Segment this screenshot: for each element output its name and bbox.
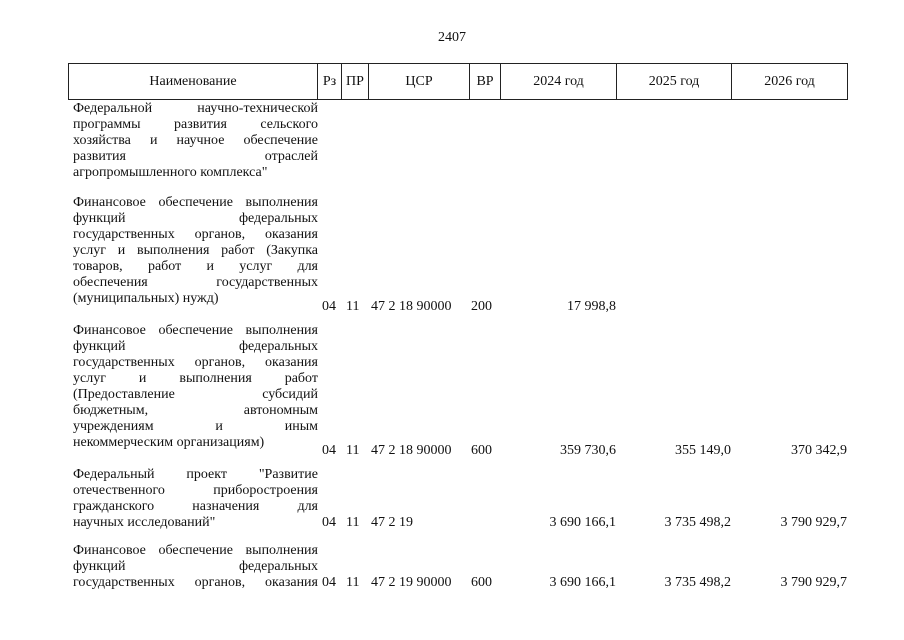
header-2026: 2026 год: [731, 63, 848, 100]
row-0-name-line: хозяйства и научное обеспечение: [73, 133, 318, 148]
row-2-name-line: (Предоставление субсидий: [73, 387, 318, 402]
header-2025: 2025 год: [616, 63, 732, 100]
row-2-2025: 355 149,0: [675, 443, 731, 458]
row-1-rz: 04: [322, 299, 336, 314]
row-2-name-line: бюджетным, автономным: [73, 403, 318, 418]
row-2-name-line: учреждениям и иным: [73, 419, 318, 434]
row-1-name-line: государственных органов, оказания: [73, 227, 318, 242]
row-2-vr: 600: [471, 443, 492, 458]
row-1-vr: 200: [471, 299, 492, 314]
row-4-csr: 47 2 19 90000: [371, 575, 452, 590]
row-0-name: [73, 101, 318, 181]
row-4-name-line: государственных органов, оказания: [73, 575, 318, 590]
header-csr: ЦСР: [368, 63, 470, 100]
row-3-name-line: гражданского назначения для: [73, 499, 318, 514]
row-0-name-line: развития отраслей: [73, 149, 318, 164]
row-1-name-line: (муниципальных) нужд): [73, 291, 219, 306]
row-0-name-line: программы развития сельского: [73, 117, 318, 132]
row-2-name-line: государственных органов, оказания: [73, 355, 318, 370]
row-3-name-line: отечественного приборостроения: [73, 483, 318, 498]
row-1-name-line: Финансовое обеспечение выполнения: [73, 195, 318, 210]
header-rz: Рз: [317, 63, 342, 100]
row-4-name-line: функций федеральных: [73, 559, 318, 574]
row-1-name-line: обеспечения государственных: [73, 275, 318, 290]
row-3-name: [73, 467, 318, 531]
row-2-rz: 04: [322, 443, 336, 458]
row-2-name: [73, 323, 318, 451]
row-3-pr: 11: [346, 515, 360, 530]
row-4-vr: 600: [471, 575, 492, 590]
row-2-2026: 370 342,9: [791, 443, 847, 458]
row-4-name-line: Финансовое обеспечение выполнения: [73, 543, 318, 558]
row-3-2024: 3 690 166,1: [549, 515, 616, 530]
row-1-2024: 17 998,8: [567, 299, 616, 314]
row-4-name: [73, 543, 318, 591]
row-4-pr: 11: [346, 575, 360, 590]
row-4-rz: 04: [322, 575, 336, 590]
row-3-name-line: Федеральный проект "Развитие: [73, 467, 318, 482]
row-3-rz: 04: [322, 515, 336, 530]
row-2-2024: 359 730,6: [560, 443, 616, 458]
row-0-name-line: Федеральной научно-технической: [73, 101, 318, 116]
row-2-pr: 11: [346, 443, 360, 458]
row-2-name-line: функций федеральных: [73, 339, 318, 354]
row-0-name-line: агропромышленного комплекса": [73, 165, 268, 180]
header-name: Наименование: [68, 63, 318, 100]
row-3-csr: 47 2 19: [371, 515, 413, 530]
page-number: 2407: [438, 30, 466, 45]
row-2-name-line: Финансовое обеспечение выполнения: [73, 323, 318, 338]
row-4-2025: 3 735 498,2: [664, 575, 731, 590]
row-2-name-line: некоммерческим организациям): [73, 435, 265, 450]
header-vr: ВР: [469, 63, 501, 100]
row-2-name-line: услуг и выполнения работ: [73, 371, 318, 386]
row-1-csr: 47 2 18 90000: [371, 299, 452, 314]
header-2024: 2024 год: [500, 63, 617, 100]
header-pr: ПР: [341, 63, 369, 100]
row-4-2024: 3 690 166,1: [549, 575, 616, 590]
row-1-name-line: функций федеральных: [73, 211, 318, 226]
row-3-name-line: научных исследований": [73, 515, 216, 530]
row-1-name-line: товаров, работ и услуг для: [73, 259, 318, 274]
row-1-name-line: услуг и выполнения работ (Закупка: [73, 243, 318, 258]
row-1-name: [73, 195, 318, 307]
row-1-pr: 11: [346, 299, 360, 314]
row-2-csr: 47 2 18 90000: [371, 443, 452, 458]
row-3-2025: 3 735 498,2: [664, 515, 731, 530]
row-4-2026: 3 790 929,7: [780, 575, 847, 590]
row-3-2026: 3 790 929,7: [780, 515, 847, 530]
